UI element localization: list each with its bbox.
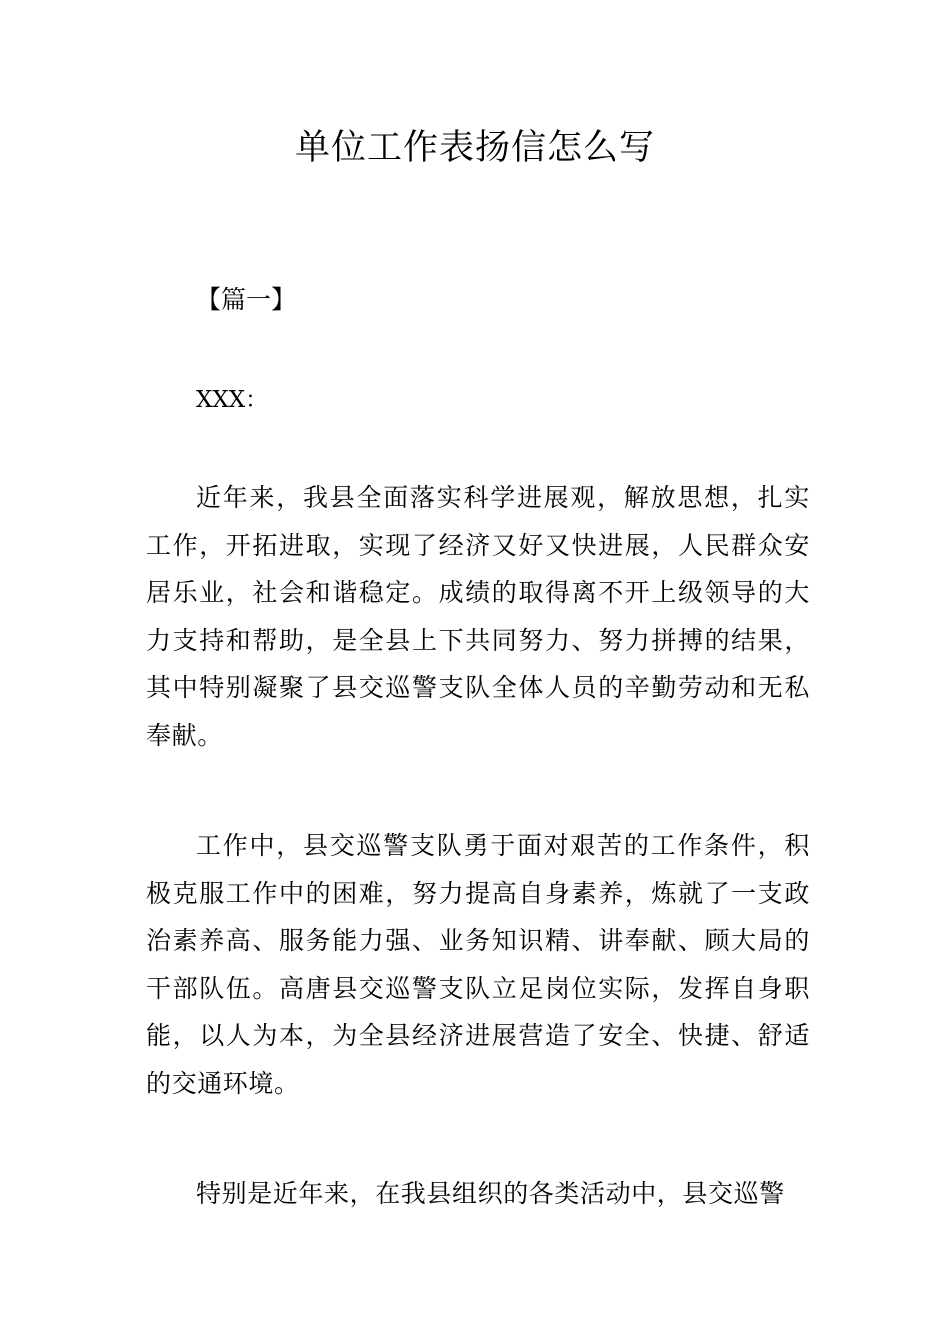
section-label: 【篇一】: [196, 285, 297, 314]
body-paragraph: 近年来，我县全面落实科学进展观，解放思想，扎实工作，开拓进取，实现了经济又好又快进展，人民群众安居乐业，社会和谐稳定。成绩的取得离不开上级领导的大力支持和帮助，是全县上下共同努力、努力拼搏的结果，其中特别凝聚了县交巡警支队全体人员的辛勤劳动和无私奉献。: [146, 483, 810, 750]
document-title: 单位工作表扬信怎么写: [294, 128, 655, 168]
body-paragraph: 工作中，县交巡警支队勇于面对艰苦的工作条件，积极克服工作中的困难，努力提高自身素养，炼就了一支政治素养高、服务能力强、业务知识精、讲奉献、顾大局的干部队伍。高唐县交巡警支队立足岗位实际，发挥自身职能，以人为本，为全县经济进展营造了安全、快捷、舒适的交通环境。: [146, 831, 810, 1098]
body-paragraph: 特别是近年来，在我县组织的各类活动中，县交巡警: [196, 1179, 785, 1208]
salutation: XXX：: [196, 387, 269, 413]
